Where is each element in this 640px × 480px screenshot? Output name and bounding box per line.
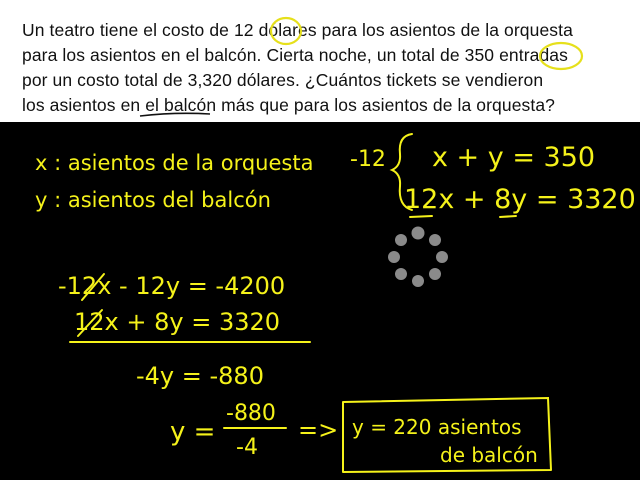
definition-y: y : asientos del balcón [35,188,271,212]
elimination-result: -4y = -880 [136,362,264,390]
definition-x: x : asientos de la orquesta [35,151,314,175]
annotation-layer [0,0,640,122]
eq2-underline-8 [500,216,516,217]
problem-line-1: Un teatro tiene el costo de 12 dólares para los asientos de la orquesta [22,20,573,40]
elimination-row1: -12x - 12y = -4200 [58,272,286,300]
solve-lhs: y = [170,417,216,447]
problem-line-3: por un costo total de 3,320 dólares. ¿Cuántos tickets se vendieron [22,70,544,90]
blackboard [0,122,640,480]
eq2-underline-12 [410,216,432,217]
highlight-circle-12 [271,18,301,44]
fraction-denominator: -4 [236,435,258,460]
system-multiplier: -12 [350,147,386,172]
highlight-circle-350 [540,43,582,69]
answer-line-2: de balcón [440,443,538,467]
fraction-numerator: -880 [226,401,276,426]
loading-spinner-icon [388,227,448,288]
problem-line-4: los asientos en el balcón más que para los asientos de la orquesta? [22,95,556,115]
system-eq1: x + y = 350 [432,142,596,173]
answer-line-1: y = 220 asientos [352,415,522,439]
underline-stroke [140,113,210,116]
problem-line-2: para los asientos en el balcón. Cierta noche, un total de 350 entradas [22,45,568,65]
system-eq2: 12x + 8y = 3320 [404,184,636,215]
handwriting-layer [0,122,640,480]
elimination-row2: 12x + 8y = 3320 [74,308,281,336]
problem-statement [0,0,640,122]
implies-arrow: => [298,416,339,444]
